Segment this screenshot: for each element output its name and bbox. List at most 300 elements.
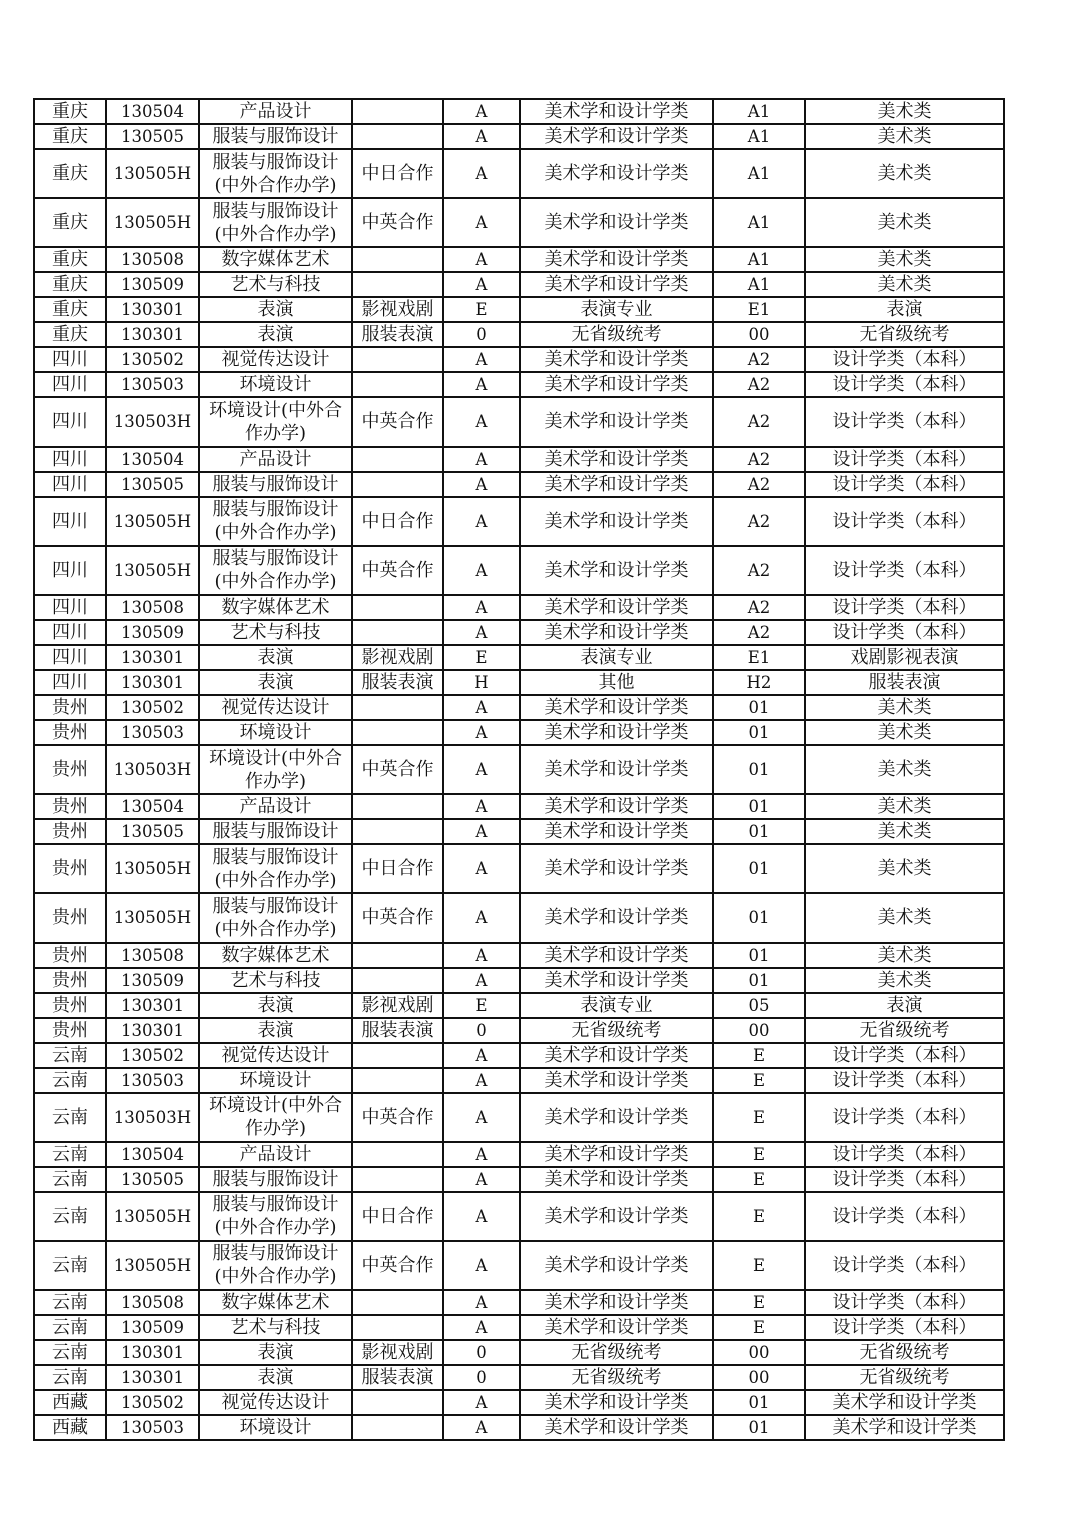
province-cell: 重庆: [34, 272, 106, 297]
category-code-cell: A: [443, 1167, 520, 1192]
cooperation-note-cell: 中日合作: [352, 844, 443, 893]
subcategory-name-cell: 设计学类（本科）: [805, 546, 1004, 595]
major-name-cell: 产品设计: [199, 99, 352, 124]
major-name-cell: 视觉传达设计: [199, 1390, 352, 1415]
cooperation-note-cell: 服装表演: [352, 1018, 443, 1043]
subcategory-code-cell: A2: [713, 472, 805, 497]
province-cell: 重庆: [34, 322, 106, 347]
province-cell: 贵州: [34, 844, 106, 893]
major-code-cell: 130505H: [106, 198, 199, 247]
table-row: [34, 1315, 1004, 1340]
category-name-cell: 美术学和设计学类: [520, 595, 713, 620]
province-cell: 云南: [34, 1315, 106, 1340]
province-cell: 四川: [34, 645, 106, 670]
cooperation-note-cell: 服装表演: [352, 670, 443, 695]
major-name-cell: 表演: [199, 645, 352, 670]
subcategory-code-cell: A2: [713, 546, 805, 595]
province-cell: 重庆: [34, 149, 106, 198]
subcategory-code-cell: A2: [713, 397, 805, 446]
major-name-cell: 环境设计: [199, 1415, 352, 1440]
table-row: [34, 1390, 1004, 1415]
major-code-cell: 130509: [106, 620, 199, 645]
province-cell: 西藏: [34, 1415, 106, 1440]
subcategory-name-cell: 设计学类（本科）: [805, 1043, 1004, 1068]
subcategory-name-cell: 设计学类（本科）: [805, 1167, 1004, 1192]
category-name-cell: 美术学和设计学类: [520, 819, 713, 844]
province-cell: 云南: [34, 1043, 106, 1068]
subcategory-name-cell: 设计学类（本科）: [805, 472, 1004, 497]
category-code-cell: A: [443, 1192, 520, 1241]
province-cell: 云南: [34, 1340, 106, 1365]
table-row: [34, 595, 1004, 620]
category-code-cell: 0: [443, 322, 520, 347]
subcategory-code-cell: 05: [713, 993, 805, 1018]
subcategory-name-cell: 美术学和设计学类: [805, 1390, 1004, 1415]
subcategory-name-cell: 美术类: [805, 745, 1004, 794]
subcategory-name-cell: 设计学类（本科）: [805, 1068, 1004, 1093]
category-name-cell: 美术学和设计学类: [520, 347, 713, 372]
cooperation-note-cell: [352, 943, 443, 968]
province-cell: 重庆: [34, 99, 106, 124]
table-row: [34, 893, 1004, 942]
subcategory-code-cell: 01: [713, 695, 805, 720]
subcategory-name-cell: 美术类: [805, 844, 1004, 893]
category-code-cell: 0: [443, 1018, 520, 1043]
major-code-cell: 130505H: [106, 1241, 199, 1290]
subcategory-code-cell: E: [713, 1241, 805, 1290]
province-cell: 贵州: [34, 893, 106, 942]
subcategory-name-cell: 美术学和设计学类: [805, 1415, 1004, 1440]
subcategory-code-cell: H2: [713, 670, 805, 695]
category-code-cell: A: [443, 695, 520, 720]
table-row: [34, 1142, 1004, 1167]
category-name-cell: 美术学和设计学类: [520, 124, 713, 149]
cooperation-note-cell: [352, 1390, 443, 1415]
major-code-cell: 130301: [106, 1365, 199, 1390]
province-cell: 云南: [34, 1192, 106, 1241]
cooperation-note-cell: 中日合作: [352, 497, 443, 546]
table-row: [34, 124, 1004, 149]
category-code-cell: A: [443, 347, 520, 372]
category-code-cell: A: [443, 595, 520, 620]
province-cell: 四川: [34, 670, 106, 695]
subcategory-name-cell: 设计学类（本科）: [805, 595, 1004, 620]
category-code-cell: A: [443, 1290, 520, 1315]
province-cell: 四川: [34, 472, 106, 497]
major-code-cell: 130301: [106, 645, 199, 670]
subcategory-code-cell: 01: [713, 819, 805, 844]
category-name-cell: 无省级统考: [520, 322, 713, 347]
subcategory-code-cell: E: [713, 1192, 805, 1241]
major-code-cell: 130503H: [106, 1093, 199, 1142]
table-row: [34, 670, 1004, 695]
cooperation-note-cell: [352, 1315, 443, 1340]
major-name-cell: 艺术与科技: [199, 1315, 352, 1340]
subcategory-name-cell: 美术类: [805, 272, 1004, 297]
table-row: [34, 198, 1004, 247]
category-code-cell: A: [443, 968, 520, 993]
table-row: [34, 844, 1004, 893]
major-code-cell: 130301: [106, 670, 199, 695]
subcategory-name-cell: 设计学类（本科）: [805, 447, 1004, 472]
category-code-cell: A: [443, 620, 520, 645]
subcategory-code-cell: A1: [713, 124, 805, 149]
cooperation-note-cell: [352, 372, 443, 397]
subcategory-name-cell: 表演: [805, 297, 1004, 322]
major-code-cell: 130502: [106, 347, 199, 372]
category-code-cell: E: [443, 993, 520, 1018]
province-cell: 云南: [34, 1290, 106, 1315]
table-row: [34, 1068, 1004, 1093]
subcategory-name-cell: 美术类: [805, 124, 1004, 149]
category-name-cell: 美术学和设计学类: [520, 1167, 713, 1192]
cooperation-note-cell: [352, 794, 443, 819]
province-cell: 贵州: [34, 745, 106, 794]
major-name-cell: 视觉传达设计: [199, 695, 352, 720]
category-code-cell: 0: [443, 1365, 520, 1390]
subcategory-code-cell: 00: [713, 1340, 805, 1365]
major-name-cell: 表演: [199, 993, 352, 1018]
subcategory-code-cell: E: [713, 1043, 805, 1068]
major-name-cell: 艺术与科技: [199, 968, 352, 993]
major-name-cell: 服装与服饰设计: [199, 819, 352, 844]
category-name-cell: 无省级统考: [520, 1018, 713, 1043]
major-name-cell: 表演: [199, 322, 352, 347]
major-code-cell: 130505H: [106, 893, 199, 942]
subcategory-name-cell: 设计学类（本科）: [805, 1241, 1004, 1290]
category-name-cell: 美术学和设计学类: [520, 1142, 713, 1167]
subcategory-name-cell: 设计学类（本科）: [805, 1192, 1004, 1241]
subcategory-code-cell: A2: [713, 595, 805, 620]
category-name-cell: 美术学和设计学类: [520, 1415, 713, 1440]
table-row: [34, 472, 1004, 497]
major-name-cell: 视觉传达设计: [199, 347, 352, 372]
major-code-cell: 130509: [106, 1315, 199, 1340]
major-name-cell: 服装与服饰设计: [199, 472, 352, 497]
category-name-cell: 美术学和设计学类: [520, 447, 713, 472]
subcategory-code-cell: 01: [713, 968, 805, 993]
cooperation-note-cell: [352, 620, 443, 645]
category-code-cell: A: [443, 943, 520, 968]
major-code-cell: 130503: [106, 1415, 199, 1440]
category-code-cell: A: [443, 447, 520, 472]
province-cell: 四川: [34, 372, 106, 397]
category-name-cell: 美术学和设计学类: [520, 745, 713, 794]
province-cell: 云南: [34, 1142, 106, 1167]
subcategory-name-cell: 美术类: [805, 794, 1004, 819]
subcategory-code-cell: 00: [713, 1018, 805, 1043]
subcategory-code-cell: A1: [713, 247, 805, 272]
major-code-cell: 130502: [106, 695, 199, 720]
category-name-cell: 美术学和设计学类: [520, 546, 713, 595]
subcategory-code-cell: A2: [713, 347, 805, 372]
category-name-cell: 表演专业: [520, 297, 713, 322]
cooperation-note-cell: [352, 1142, 443, 1167]
subcategory-code-cell: A2: [713, 372, 805, 397]
major-code-cell: 130502: [106, 1043, 199, 1068]
table-row: [34, 149, 1004, 198]
subcategory-name-cell: 无省级统考: [805, 1340, 1004, 1365]
category-code-cell: A: [443, 1043, 520, 1068]
cooperation-note-cell: [352, 819, 443, 844]
subcategory-code-cell: E: [713, 1290, 805, 1315]
table-row: [34, 397, 1004, 446]
subcategory-name-cell: 美术类: [805, 149, 1004, 198]
table-row: [34, 1167, 1004, 1192]
subcategory-code-cell: A1: [713, 149, 805, 198]
cooperation-note-cell: [352, 1043, 443, 1068]
subcategory-code-cell: 00: [713, 322, 805, 347]
category-name-cell: 美术学和设计学类: [520, 497, 713, 546]
subcategory-code-cell: 01: [713, 893, 805, 942]
category-code-cell: A: [443, 1415, 520, 1440]
category-code-cell: E: [443, 297, 520, 322]
table-row: [34, 99, 1004, 124]
major-name-cell: 数字媒体艺术: [199, 943, 352, 968]
major-code-cell: 130508: [106, 247, 199, 272]
major-code-cell: 130505: [106, 124, 199, 149]
category-code-cell: 0: [443, 1340, 520, 1365]
province-cell: 四川: [34, 546, 106, 595]
subcategory-code-cell: E: [713, 1068, 805, 1093]
major-code-cell: 130301: [106, 297, 199, 322]
subcategory-code-cell: 01: [713, 794, 805, 819]
cooperation-note-cell: 中英合作: [352, 397, 443, 446]
major-code-cell: 130503H: [106, 745, 199, 794]
subcategory-code-cell: 01: [713, 1390, 805, 1415]
province-cell: 四川: [34, 447, 106, 472]
major-code-cell: 130504: [106, 99, 199, 124]
major-name-cell: 服装与服饰设计(中外合作办学): [199, 893, 352, 942]
cooperation-note-cell: 影视戏剧: [352, 297, 443, 322]
subcategory-name-cell: 美术类: [805, 943, 1004, 968]
province-cell: 四川: [34, 497, 106, 546]
category-name-cell: 美术学和设计学类: [520, 397, 713, 446]
category-code-cell: A: [443, 1315, 520, 1340]
category-code-cell: A: [443, 1390, 520, 1415]
category-code-cell: A: [443, 720, 520, 745]
category-code-cell: A: [443, 1142, 520, 1167]
subcategory-code-cell: E1: [713, 645, 805, 670]
subcategory-name-cell: 美术类: [805, 247, 1004, 272]
major-name-cell: 服装与服饰设计(中外合作办学): [199, 1241, 352, 1290]
cooperation-note-cell: 中英合作: [352, 1093, 443, 1142]
major-code-cell: 130505H: [106, 844, 199, 893]
province-cell: 重庆: [34, 297, 106, 322]
table-row: [34, 372, 1004, 397]
major-name-cell: 数字媒体艺术: [199, 247, 352, 272]
major-name-cell: 服装与服饰设计(中外合作办学): [199, 149, 352, 198]
province-cell: 四川: [34, 347, 106, 372]
category-code-cell: A: [443, 149, 520, 198]
table-row: [34, 1043, 1004, 1068]
subcategory-code-cell: A1: [713, 99, 805, 124]
subcategory-name-cell: 无省级统考: [805, 1365, 1004, 1390]
category-name-cell: 美术学和设计学类: [520, 149, 713, 198]
subcategory-name-cell: 无省级统考: [805, 322, 1004, 347]
subcategory-name-cell: 设计学类（本科）: [805, 497, 1004, 546]
category-name-cell: 美术学和设计学类: [520, 1290, 713, 1315]
cooperation-note-cell: [352, 99, 443, 124]
category-name-cell: 无省级统考: [520, 1365, 713, 1390]
major-code-cell: 130505: [106, 1167, 199, 1192]
table-row: [34, 1093, 1004, 1142]
cooperation-note-cell: [352, 1290, 443, 1315]
province-cell: 云南: [34, 1365, 106, 1390]
major-code-cell: 130505H: [106, 1192, 199, 1241]
category-name-cell: 其他: [520, 670, 713, 695]
subcategory-name-cell: 美术类: [805, 99, 1004, 124]
major-name-cell: 环境设计: [199, 372, 352, 397]
cooperation-note-cell: 影视戏剧: [352, 993, 443, 1018]
category-code-cell: A: [443, 198, 520, 247]
cooperation-note-cell: [352, 347, 443, 372]
cooperation-note-cell: 服装表演: [352, 322, 443, 347]
table-row: [34, 497, 1004, 546]
province-cell: 贵州: [34, 695, 106, 720]
category-code-cell: A: [443, 745, 520, 794]
major-name-cell: 表演: [199, 1018, 352, 1043]
table-row: [34, 794, 1004, 819]
category-name-cell: 美术学和设计学类: [520, 99, 713, 124]
province-cell: 四川: [34, 595, 106, 620]
major-name-cell: 表演: [199, 297, 352, 322]
category-name-cell: 美术学和设计学类: [520, 943, 713, 968]
cooperation-note-cell: 中英合作: [352, 745, 443, 794]
table-row: [34, 447, 1004, 472]
province-cell: 重庆: [34, 247, 106, 272]
major-name-cell: 环境设计(中外合作办学): [199, 1093, 352, 1142]
major-code-cell: 130301: [106, 1340, 199, 1365]
major-code-cell: 130301: [106, 1018, 199, 1043]
category-name-cell: 美术学和设计学类: [520, 620, 713, 645]
major-code-cell: 130504: [106, 1142, 199, 1167]
category-code-cell: A: [443, 99, 520, 124]
cooperation-note-cell: [352, 1068, 443, 1093]
cooperation-note-cell: 中英合作: [352, 546, 443, 595]
cooperation-note-cell: [352, 720, 443, 745]
subcategory-name-cell: 美术类: [805, 893, 1004, 942]
subcategory-code-cell: A2: [713, 497, 805, 546]
major-name-cell: 服装与服饰设计(中外合作办学): [199, 198, 352, 247]
subcategory-code-cell: E1: [713, 297, 805, 322]
major-name-cell: 表演: [199, 1340, 352, 1365]
major-code-cell: 130509: [106, 968, 199, 993]
major-category-table: [33, 98, 1005, 1441]
major-code-cell: 130503H: [106, 397, 199, 446]
major-code-cell: 130503: [106, 720, 199, 745]
major-name-cell: 服装与服饰设计: [199, 1167, 352, 1192]
cooperation-note-cell: [352, 968, 443, 993]
table-row: [34, 620, 1004, 645]
category-code-cell: E: [443, 645, 520, 670]
subcategory-code-cell: A2: [713, 620, 805, 645]
category-code-cell: A: [443, 844, 520, 893]
province-cell: 贵州: [34, 819, 106, 844]
subcategory-name-cell: 美术类: [805, 695, 1004, 720]
major-code-cell: 130508: [106, 1290, 199, 1315]
subcategory-name-cell: 设计学类（本科）: [805, 1315, 1004, 1340]
subcategory-code-cell: 01: [713, 844, 805, 893]
category-name-cell: 美术学和设计学类: [520, 198, 713, 247]
subcategory-name-cell: 美术类: [805, 198, 1004, 247]
major-code-cell: 130504: [106, 447, 199, 472]
category-name-cell: 美术学和设计学类: [520, 720, 713, 745]
table-row: [34, 645, 1004, 670]
subcategory-name-cell: 美术类: [805, 720, 1004, 745]
cooperation-note-cell: [352, 1167, 443, 1192]
table-row: [34, 745, 1004, 794]
province-cell: 贵州: [34, 794, 106, 819]
category-code-cell: A: [443, 794, 520, 819]
cooperation-note-cell: [352, 247, 443, 272]
category-name-cell: 美术学和设计学类: [520, 893, 713, 942]
category-code-cell: A: [443, 546, 520, 595]
major-name-cell: 环境设计(中外合作办学): [199, 745, 352, 794]
category-code-cell: A: [443, 819, 520, 844]
province-cell: 贵州: [34, 993, 106, 1018]
subcategory-name-cell: 设计学类（本科）: [805, 372, 1004, 397]
category-name-cell: 美术学和设计学类: [520, 247, 713, 272]
category-code-cell: A: [443, 472, 520, 497]
subcategory-name-cell: 服装表演: [805, 670, 1004, 695]
table-row: [34, 1241, 1004, 1290]
major-name-cell: 数字媒体艺术: [199, 595, 352, 620]
subcategory-name-cell: 设计学类（本科）: [805, 1290, 1004, 1315]
category-name-cell: 美术学和设计学类: [520, 1192, 713, 1241]
subcategory-name-cell: 戏剧影视表演: [805, 645, 1004, 670]
major-name-cell: 服装与服饰设计: [199, 124, 352, 149]
subcategory-code-cell: 01: [713, 745, 805, 794]
subcategory-code-cell: A2: [713, 447, 805, 472]
province-cell: 云南: [34, 1241, 106, 1290]
cooperation-note-cell: [352, 272, 443, 297]
category-code-cell: A: [443, 372, 520, 397]
category-name-cell: 美术学和设计学类: [520, 1315, 713, 1340]
subcategory-name-cell: 设计学类（本科）: [805, 1142, 1004, 1167]
major-name-cell: 产品设计: [199, 794, 352, 819]
cooperation-note-cell: 中日合作: [352, 149, 443, 198]
subcategory-name-cell: 设计学类（本科）: [805, 347, 1004, 372]
category-name-cell: 表演专业: [520, 993, 713, 1018]
province-cell: 云南: [34, 1167, 106, 1192]
cooperation-note-cell: 中日合作: [352, 1192, 443, 1241]
major-name-cell: 服装与服饰设计(中外合作办学): [199, 546, 352, 595]
table-row: [34, 297, 1004, 322]
cooperation-note-cell: 影视戏剧: [352, 1340, 443, 1365]
cooperation-note-cell: [352, 472, 443, 497]
major-code-cell: 130503: [106, 372, 199, 397]
table-row: [34, 819, 1004, 844]
major-code-cell: 130505H: [106, 546, 199, 595]
province-cell: 四川: [34, 397, 106, 446]
cooperation-note-cell: 中英合作: [352, 1241, 443, 1290]
subcategory-name-cell: 设计学类（本科）: [805, 1093, 1004, 1142]
cooperation-note-cell: 服装表演: [352, 1365, 443, 1390]
major-name-cell: 服装与服饰设计(中外合作办学): [199, 1192, 352, 1241]
major-code-cell: 130505H: [106, 497, 199, 546]
table-row: [34, 1415, 1004, 1440]
category-name-cell: 美术学和设计学类: [520, 1390, 713, 1415]
category-code-cell: A: [443, 497, 520, 546]
table-row: [34, 1018, 1004, 1043]
table-row: [34, 1290, 1004, 1315]
category-name-cell: 美术学和设计学类: [520, 1093, 713, 1142]
table-row: [34, 322, 1004, 347]
table-row: [34, 695, 1004, 720]
table-row: [34, 546, 1004, 595]
category-name-cell: 美术学和设计学类: [520, 272, 713, 297]
